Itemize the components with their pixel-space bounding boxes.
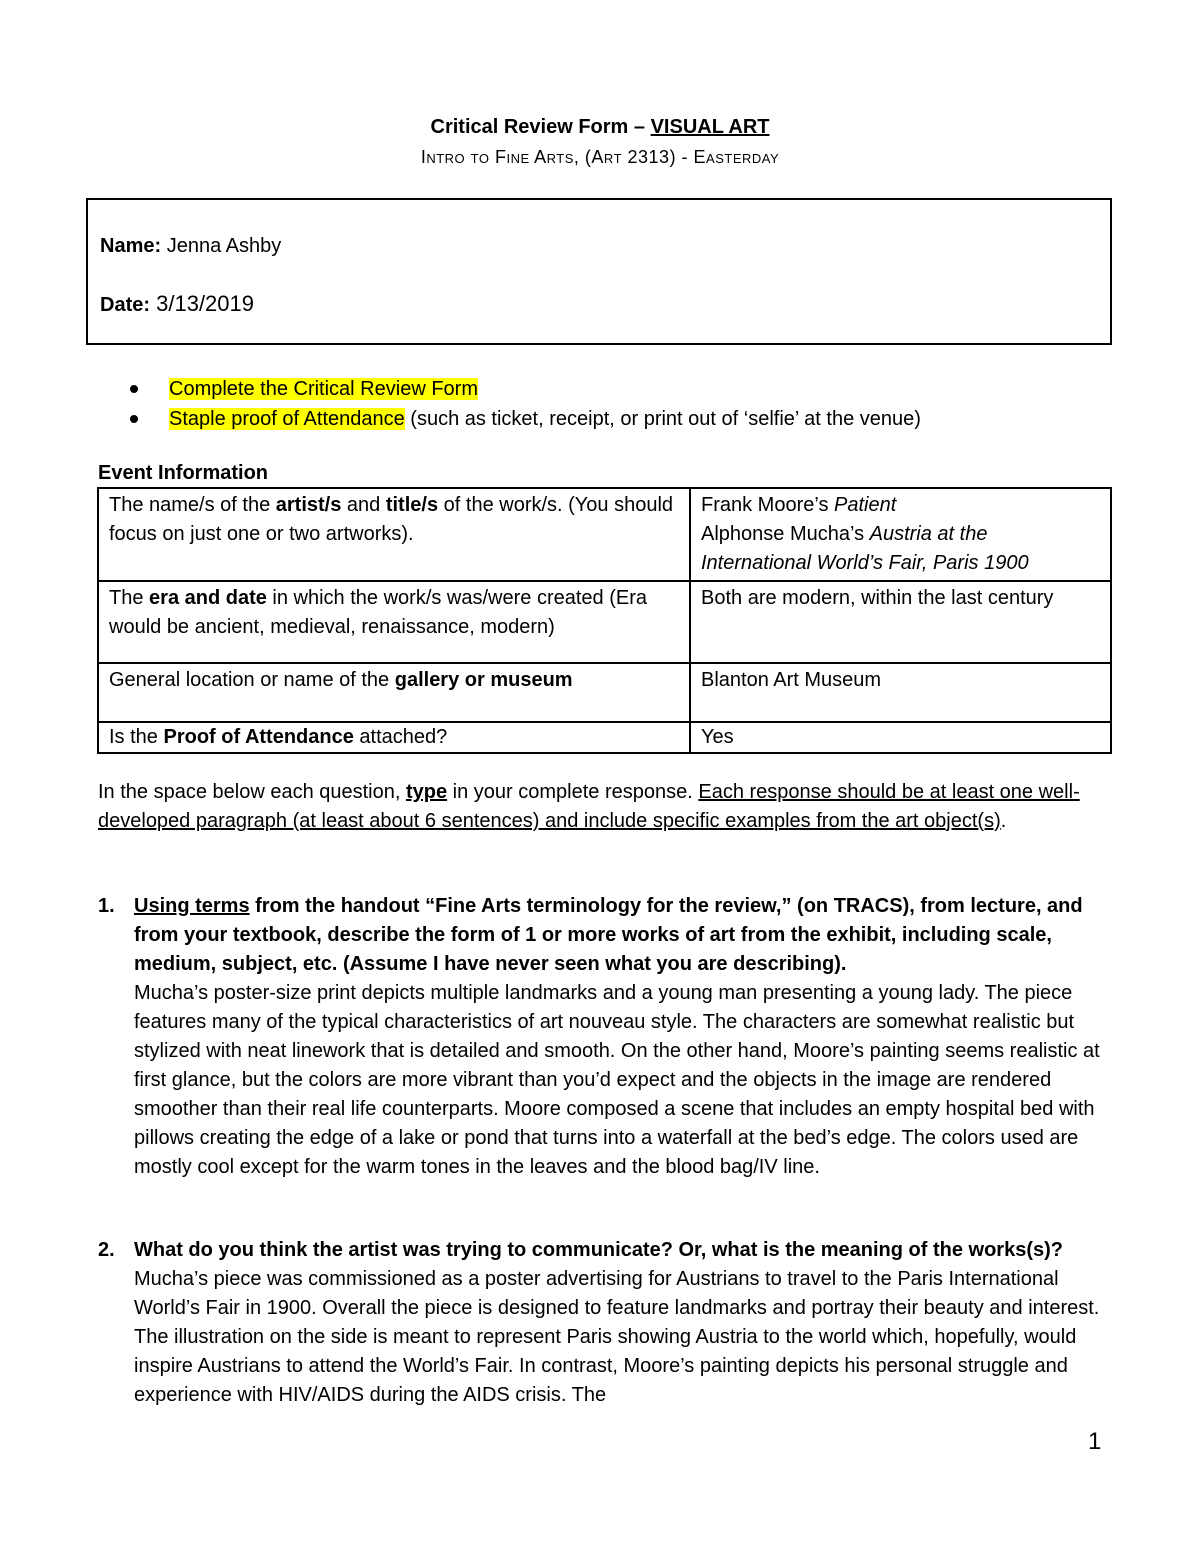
name-line <box>100 235 281 258</box>
bullet-icon <box>130 415 138 423</box>
name-label: Name: <box>100 235 162 257</box>
date-value: 3/13/2019 <box>150 291 254 316</box>
answer-text: Mucha’s poster-size print depicts multiple landmarks and a young man presenting a young lady. The piece features many of the typical characteristics of art nouveau style. The characters are somewhat realistic but stylized with neat linework that is detailed and smooth. On the other hand, Moore’s painting seems realistic at first glance, but the colors are more vibrant than you’d expect and the objects in the image are rendered smoother than their real life counterparts. Moore composed a scene that includes an empty hospital bed with pillows creating the edge of a lake or pond that turns into a waterfall at the bed’s edge. The colors used are mostly cool except for the warm tones in the leaves and the blood bag/IV line. <box>134 982 1100 1178</box>
date-line <box>100 291 254 317</box>
table-row <box>98 581 1111 663</box>
question-text: Using terms from the handout “Fine Arts terminology for the review,” (on TRACS), from lecture, and from your textbook, describe the form of 1 or more works of art from the exhibit, including scale, medium, subject, etc. (Assume I have never seen what you are describing). <box>134 895 1083 975</box>
question-1 <box>98 892 1108 1182</box>
student-info-box <box>86 198 1112 345</box>
table-cell: Blanton Art Museum <box>690 663 1111 722</box>
name-value: Jenna Ashby <box>161 235 282 257</box>
table-cell: Frank Moore’s Patient Alphonse Mucha’s Austria at the International World’s Fair, Paris 1900 <box>690 488 1111 581</box>
table-cell: The era and date in which the work/s was/were created (Era would be ancient, medieval, renaissance, modern) <box>98 581 690 663</box>
table-cell: Is the Proof of Attendance attached? <box>98 722 690 753</box>
question-text: What do you think the artist was trying to communicate? Or, what is the meaning of the works(s)? <box>134 1239 1063 1261</box>
date-label: Date: <box>100 294 151 316</box>
table-row <box>98 663 1111 722</box>
answer-text: Mucha’s piece was commissioned as a poster advertising for Austrians to travel to the Paris International World’s Fair in 1900. Overall the piece is designed to feature landmarks and portray their beauty and interest. The illustration on the side is meant to represent Paris showing Austria to the world which, hopefully, would inspire Austrians to attend the World’s Fair. In contrast, Moore’s painting depicts his personal struggle and experience with HIV/AIDS during the AIDS crisis. The <box>134 1268 1100 1406</box>
bullet-icon <box>130 385 138 393</box>
page-number: 1 <box>1088 1428 1102 1455</box>
course-subtitle: Intro to Fine Arts, (Art 2313) - Easterday <box>420 147 780 167</box>
event-info-heading: Event Information <box>98 462 269 484</box>
title-subject: VISUAL ART <box>650 116 770 138</box>
table-cell: Yes <box>690 722 1111 753</box>
question-number: 1. <box>98 895 115 917</box>
question-number: 2. <box>98 1239 115 1261</box>
table-cell: The name/s of the artist/s and title/s of the work/s. (You should focus on just one or two artworks). <box>98 488 690 581</box>
question-2 <box>98 1236 1108 1410</box>
table-row <box>98 488 1111 581</box>
instruction-complete-form: Complete the Critical Review Form <box>169 378 478 400</box>
event-info-table <box>97 487 1112 754</box>
instruction-staple-detail: (such as ticket, receipt, or print out of ‘selfie’ at the venue) <box>404 408 921 430</box>
table-cell: Both are modern, within the last century <box>690 581 1111 663</box>
response-instructions: In the space below each question, type in your complete response. Each response should be at least one well-developed paragraph (at least about 6 sentences) and include specific examples from the art object(s). <box>98 781 1080 832</box>
table-row <box>98 722 1111 753</box>
table-cell: General location or name of the gallery or museum <box>98 663 690 722</box>
instruction-staple-proof: Staple proof of Attendance <box>169 408 405 430</box>
title-prefix: Critical Review Form – <box>430 116 651 138</box>
page-title <box>0 116 1200 139</box>
